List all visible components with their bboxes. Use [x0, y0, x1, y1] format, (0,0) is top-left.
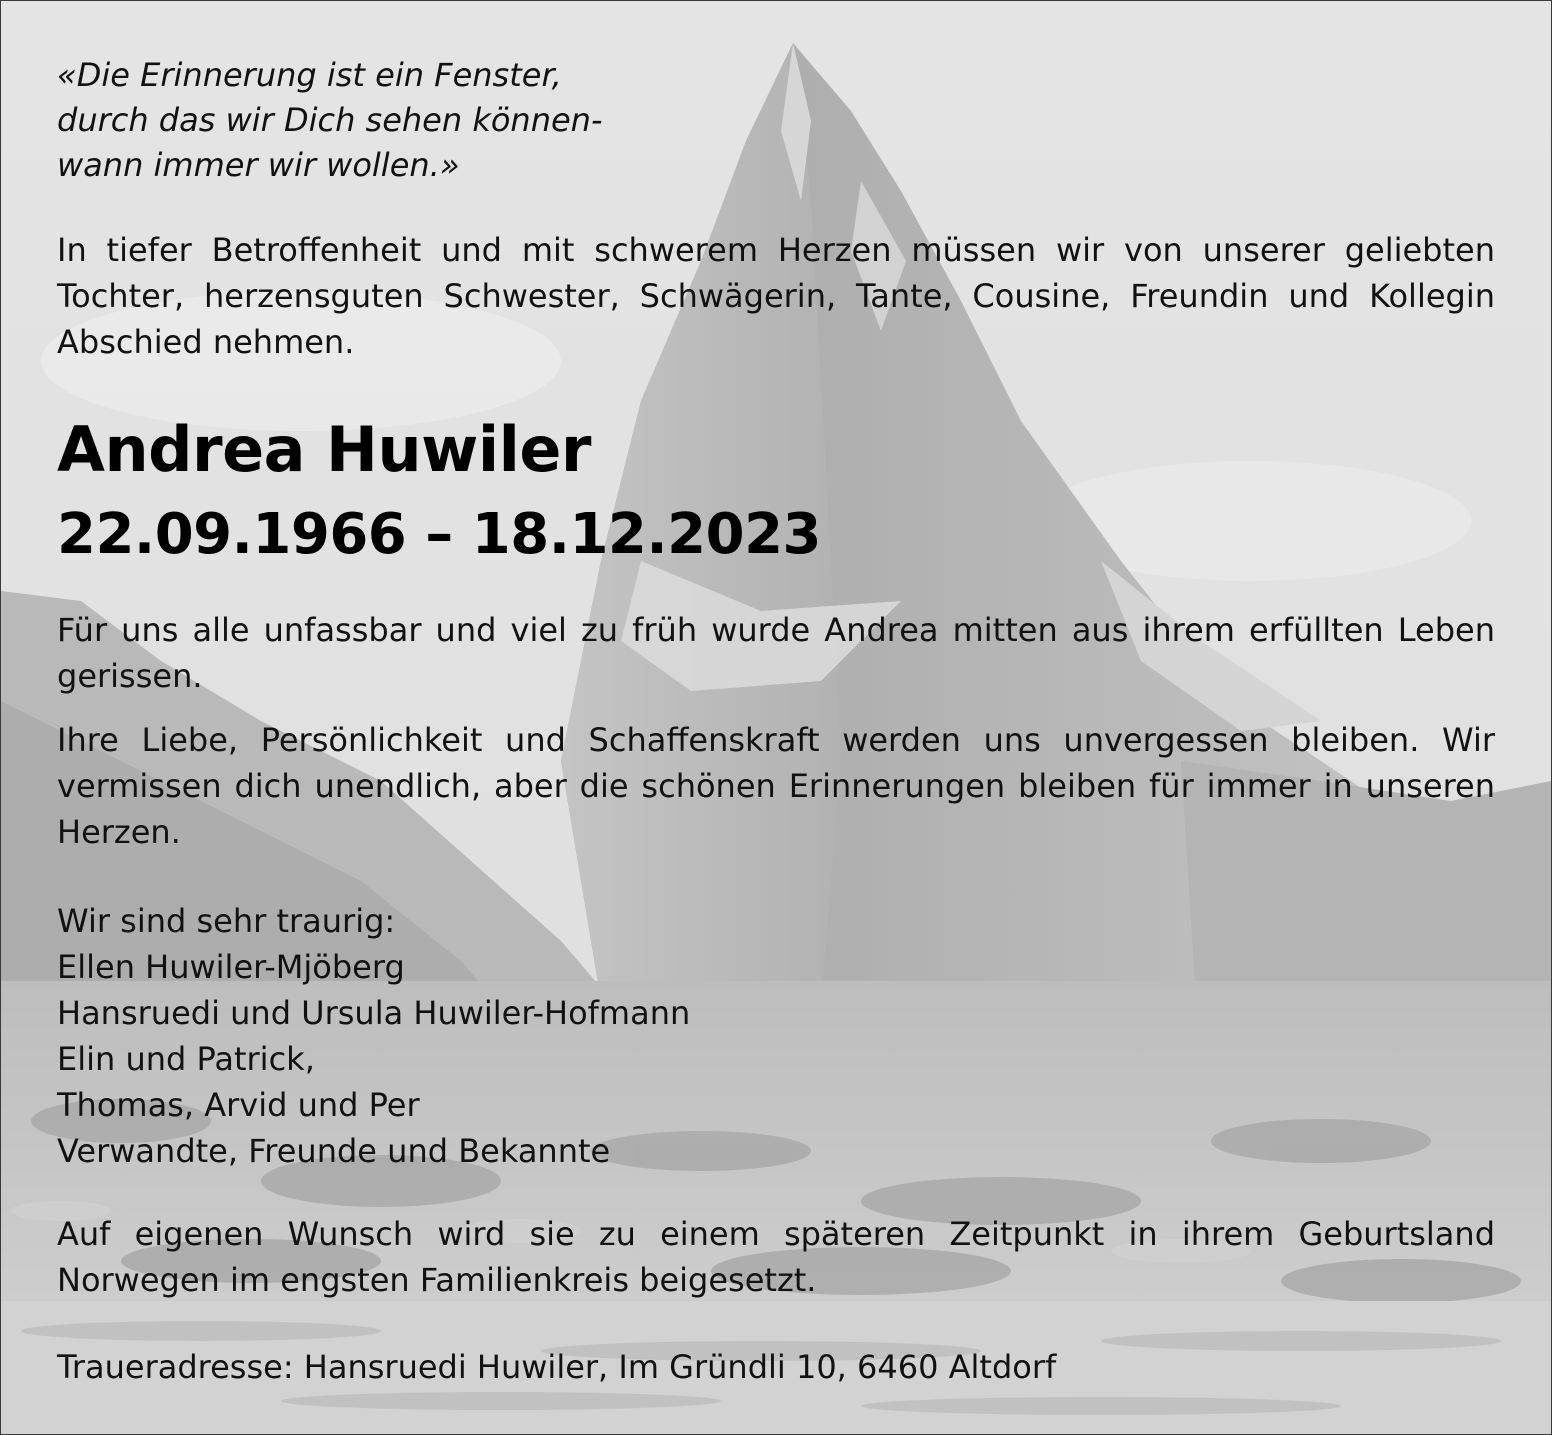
- tribute-paragraph: Für uns alle unfassbar und viel zu früh wurde Andrea mitten aus ihrem erfüllten Leben gerissen.: [57, 611, 1495, 695]
- remembrance-paragraph: Ihre Liebe, Persönlichkeit und Schaffenskraft werden uns unvergessen bleiben. Wir vermissen dich unendlich, aber die schönen Erinnerungen bleiben für immer in unseren Herzen.: [57, 721, 1495, 851]
- mourners-heading: Wir sind sehr traurig:: [57, 902, 396, 940]
- mourning-address: Traueradresse: Hansruedi Huwiler, Im Gründli 10, 6460 Altdorf: [57, 1348, 1057, 1386]
- mourner-name: Verwandte, Freunde und Bekannte: [57, 1132, 611, 1170]
- deceased-name: Andrea Huwiler: [57, 413, 591, 486]
- mourner-name: Thomas, Arvid und Per: [57, 1086, 420, 1124]
- quote-line: «Die Erinnerung ist ein Fenster,: [57, 56, 562, 94]
- quote-line: wann immer wir wollen.»: [57, 146, 460, 184]
- mourner-name: Ellen Huwiler-Mjöberg: [57, 948, 405, 986]
- mourner-name: Hansruedi und Ursula Huwiler-Hofmann: [57, 994, 691, 1032]
- quote-line: durch das wir Dich sehen können-: [57, 101, 603, 139]
- intro-paragraph: In tiefer Betroffenheit und mit schwerem Herzen müssen wir von unserer geliebten Tochter, herzensguten Schwester, Schwägerin, Tante, Cousine, Freundin und Kollegin Abschied nehmen.: [57, 231, 1495, 361]
- life-dates: 22.09.1966 – 18.12.2023: [57, 502, 822, 567]
- mourners-list: [57, 898, 1495, 1174]
- mourner-name: Elin und Patrick,: [57, 1040, 315, 1078]
- memorial-quote: [57, 53, 1495, 188]
- burial-note: Auf eigenen Wunsch wird sie zu einem späteren Zeitpunkt in ihrem Geburtsland Norwegen im engsten Familienkreis beigesetzt.: [57, 1215, 1495, 1299]
